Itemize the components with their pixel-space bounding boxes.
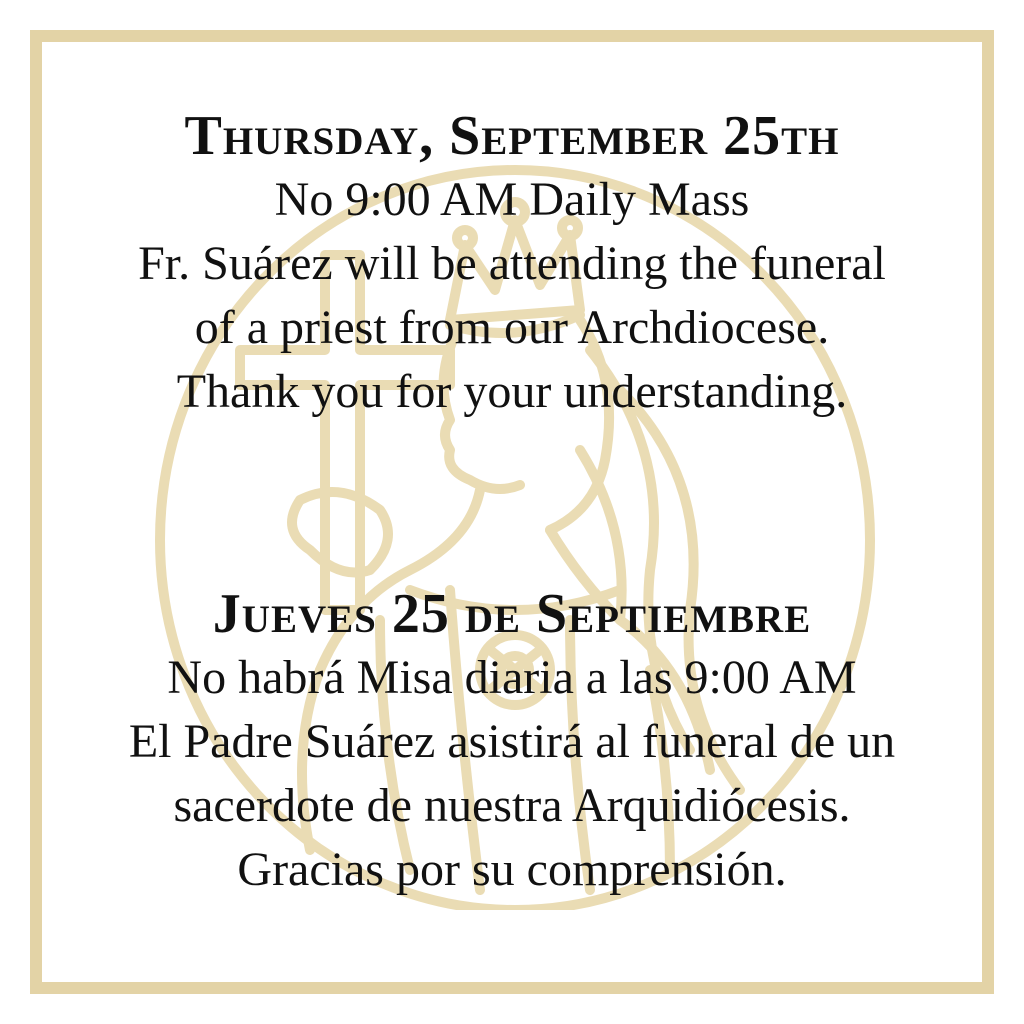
english-line-1: No 9:00 AM Daily Mass — [274, 173, 750, 226]
spanish-heading: Jueves 25 de Septiembre — [212, 583, 812, 645]
english-line-3: of a priest from our Archdiocese. — [194, 301, 830, 354]
spanish-line-1: No habrá Misa diaria a las 9:00 AM — [167, 651, 857, 704]
english-heading: Thursday, September 25th — [184, 105, 840, 167]
english-announcement — [0, 104, 1024, 424]
english-line-4: Thank you for your understanding. — [176, 365, 848, 418]
spanish-announcement — [0, 582, 1024, 902]
spanish-line-2: El Padre Suárez asistirá al funeral de un — [128, 715, 896, 768]
english-line-2: Fr. Suárez will be attending the funeral — [138, 237, 886, 290]
spanish-line-3: sacerdote de nuestra Arquidiócesis. — [173, 779, 851, 832]
spanish-line-4: Gracias por su comprensión. — [237, 843, 787, 896]
